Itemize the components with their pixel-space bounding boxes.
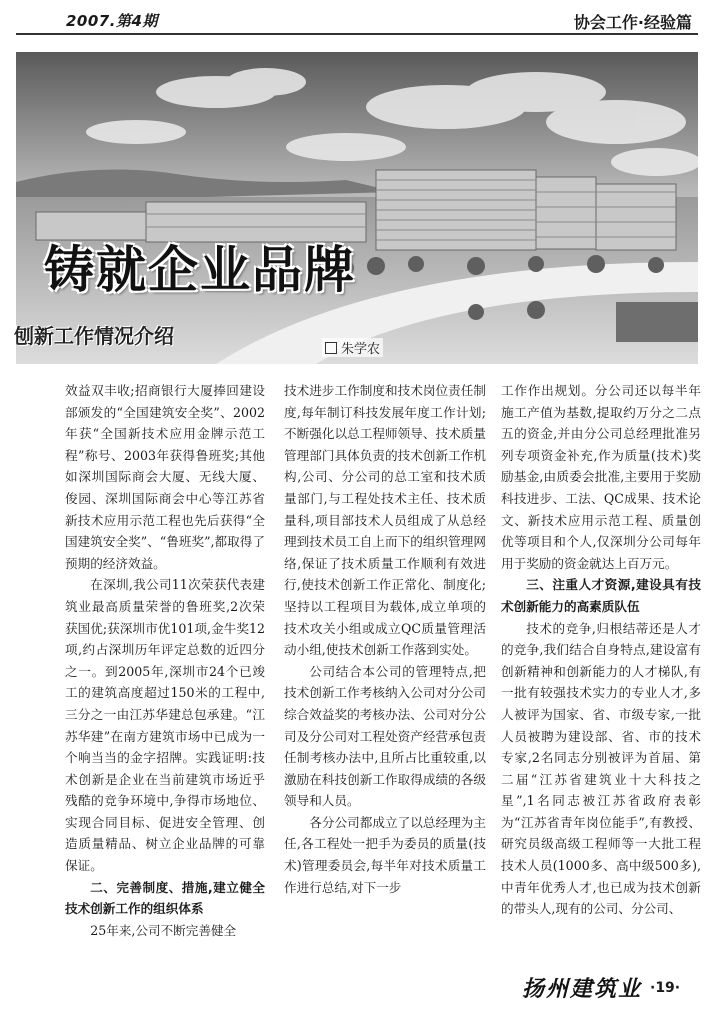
paragraph: 公司结合本公司的管理特点,把技术创新工作考核纳入公司对分公司综合效益奖的考核办法、公司对分公司及分公司对工程处资产经营承包责任制考核办法中,且所占比重较重,以激励在科技创新工作取得成绩的各级领导和人员。 bbox=[284, 663, 486, 809]
page-header bbox=[0, 0, 720, 38]
building-photo bbox=[16, 52, 698, 364]
section-heading: 三、注重人才资源,建设具有技术创新能力的高素质队伍 bbox=[501, 577, 701, 614]
article-subheadline: 刨新工作情况介绍 bbox=[14, 324, 174, 348]
author-byline bbox=[322, 338, 383, 357]
page-number: ·19· bbox=[650, 980, 681, 996]
article-headline: 铸就企业品牌 bbox=[44, 241, 356, 299]
text-column-2 bbox=[284, 380, 486, 960]
square-icon bbox=[325, 342, 337, 354]
paragraph: 在深圳,我公司11次荣获代表建筑业最高质量荣誉的鲁班奖,2次荣获国优;获深圳市优101项,金牛奖12项,约占深圳历年评定总数的近四分之一。到2005年,深圳市24个已竣工的建筑高度超过150米的工程中,三分之一由江苏华建总包承建。“江苏华建”在南方建筑市场中已成为一个响当当的金字招牌。实践证明:技术创新是企业在当前建筑市场近乎残酷的竞争环境中,争得市场地位、实现合同目标、促进安全管理、创造质量精品、树立企业品牌的可靠保证。 bbox=[65, 577, 265, 874]
text-column-1 bbox=[65, 380, 265, 960]
author-name: 朱学农 bbox=[341, 342, 381, 357]
paragraph: 工作作出规划。分公司还以每半年施工产值为基数,提取约万分之二点五的资金,并由分公司总经理批准另列专项资金补充,作为质量(技术)奖励基金,由质委会批准,主要用于奖励科技进步、工法、QC成果、技术论文、新技术应用示范工程、质量创优等项目和个人,仅深圳分公司每年用于奖励的资金就达上百万元。 bbox=[501, 383, 701, 571]
paragraph: 各分公司都成立了以总经理为主任,各工程处一把手为委员的质量(技术)管理委员会,每半年对技术质量工作进行总结,对下一步 bbox=[284, 814, 486, 895]
banner-photo bbox=[16, 52, 698, 364]
text-column-3 bbox=[501, 380, 701, 960]
paragraph: 25年来,公司不断完善健全 bbox=[90, 922, 237, 938]
issue-label: 2007.第4期 bbox=[66, 12, 158, 30]
paragraph: 效益双丰收;招商银行大厦捧回建设部颁发的“全国建筑安全奖”、2002年获“全国新技术应用金牌示范工程”称号、2003年获得鲁班奖;其他如深圳国际商会大厦、无线大厦、俊园、深圳国际商会中心等江苏省新技术应用示范工程也先后获得“全国建筑安全奖”、“鲁班奖”,都取得了预期的经济效益。 bbox=[65, 383, 265, 571]
section-title: 协会工作·经验篇 bbox=[573, 13, 692, 32]
paragraph: 技术的竞争,归根结蒂还是人才的竞争,我们结合自身特点,建设富有创新精神和创新能力的人才梯队,有一批有较强技术实力的专业人才,多人被评为国家、省、市级专家,一批人员被聘为建设部、省、市的技术专家,2名同志分别被评为首届、第二届“江苏省建筑业十大科技之星”,1名同志被江苏省政府表彰为“江苏省青年岗位能手”,有教授、研究员级高级工程师等一大批工程技术人员(1000多、高中级500多),中青年优秀人才,也已成为技术创新的带头人,现有的公司、分公司、 bbox=[501, 620, 701, 917]
header-rule bbox=[16, 33, 698, 35]
paragraph: 技术进步工作制度和技术岗位责任制度,每年制订科技发展年度工作计划;不断强化以总工程师领导、技术质量管理部门具体负责的技术创新工作机构,公司、分公司的总工室和技术质量部门,与工程处技术主任、技术质量科,项目部技术人员组成了从总经理到技术员工自上而下的组织管理网络,保证了技术质量工作顺利有效进行,使技术创新工作正常化、制度化;坚持以工程项目为载体,成立单项的技术攻关小组或成立QC质量管理活动小组,使技术创新工作落到实处。 bbox=[284, 383, 486, 658]
section-heading: 二、完善制度、措施,建立健全技术创新工作的组织体系 bbox=[65, 879, 265, 917]
magazine-logo: 扬州建筑业 bbox=[522, 976, 643, 1002]
